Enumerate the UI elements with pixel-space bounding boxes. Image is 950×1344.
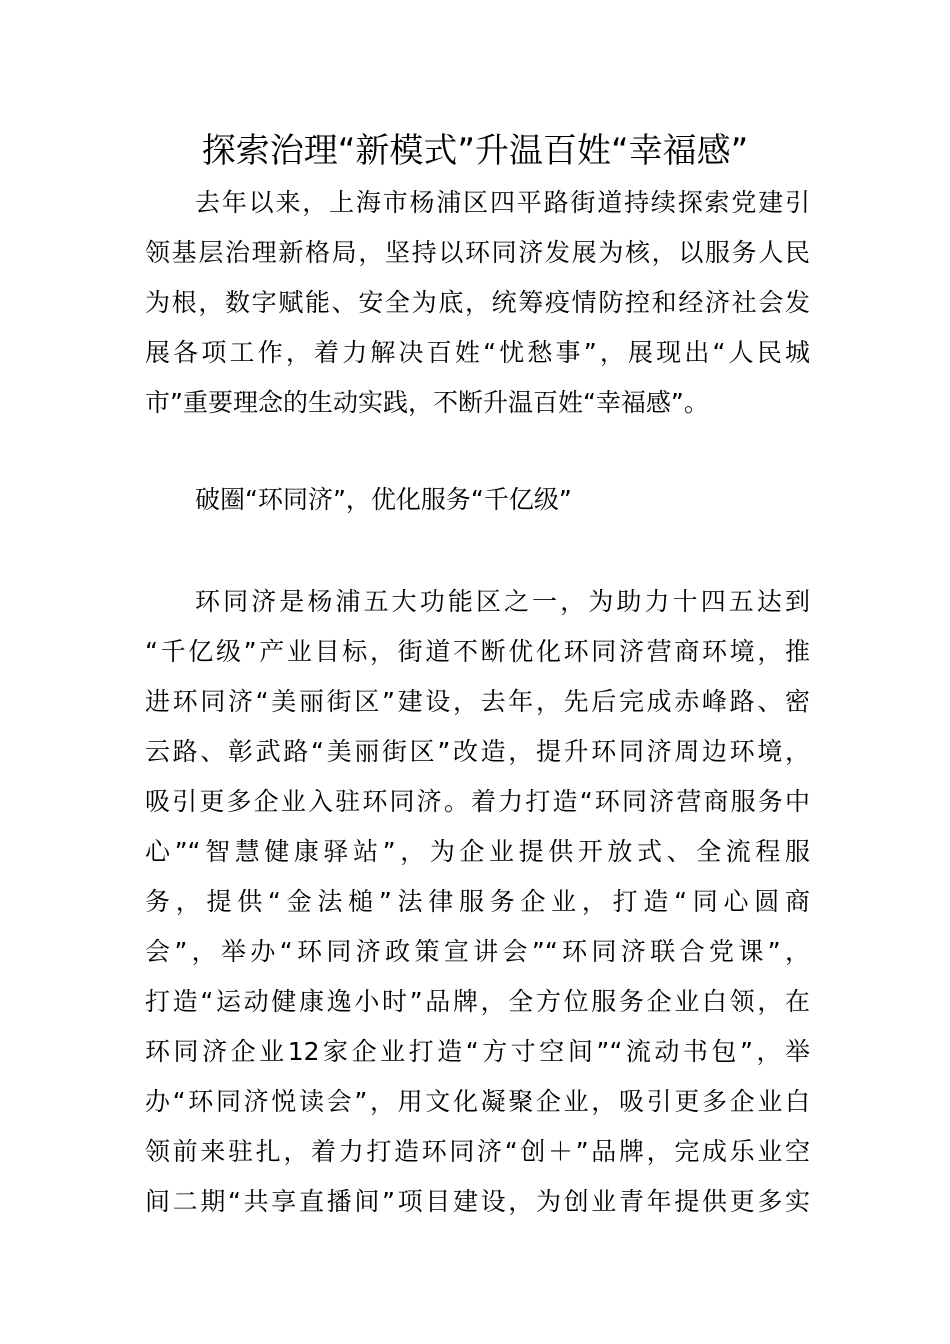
body-paragraph <box>145 577 810 1227</box>
paragraph-line: 环同济是杨浦五大功能区之一，为助力十四五达到 <box>195 587 810 616</box>
paragraph-line: 展各项工作，着力解决百姓“忧愁事”，展现出“人民城 <box>145 338 810 367</box>
paragraph-line: 为根，数字赋能、安全为底，统筹疫情防控和经济社会发 <box>145 288 810 317</box>
paragraph-line: 心”“智慧健康驿站”，为企业提供开放式、全流程服 <box>145 837 810 866</box>
document-title: 探索治理“新模式”升温百姓“幸福感” <box>201 131 749 171</box>
paragraph-line: 领前来驻扎，着力打造环同济“创＋”品牌，完成乐业空 <box>145 1137 810 1166</box>
paragraph-line: 吸引更多企业入驻环同济。着力打造“环同济营商服务中 <box>145 787 810 816</box>
section-heading: 破圈“环同济”，优化服务“千亿级” <box>195 485 572 514</box>
paragraph-line: 领基层治理新格局，坚持以环同济发展为核，以服务人民 <box>145 238 810 267</box>
paragraph-line: 环同济企业12家企业打造“方寸空间”“流动书包”，举 <box>145 1037 810 1066</box>
paragraph-line: “千亿级”产业目标，街道不断优化环同济营商环境，推 <box>145 637 810 666</box>
paragraph-line: 市”重要理念的生动实践，不断升温百姓“幸福感”。 <box>145 388 709 417</box>
paragraph-line: 会”，举办“环同济政策宣讲会”“环同济联合党课”， <box>145 937 810 966</box>
intro-paragraph <box>145 178 810 428</box>
paragraph-line: 打造“运动健康逸小时”品牌，全方位服务企业白领，在 <box>145 987 810 1016</box>
paragraph-line: 进环同济“美丽街区”建设，去年，先后完成赤峰路、密 <box>145 687 810 716</box>
paragraph-line: 办“环同济悦读会”，用文化凝聚企业，吸引更多企业白 <box>145 1087 810 1116</box>
paragraph-line: 务，提供“金法槌”法律服务企业，打造“同心圆商 <box>145 887 810 916</box>
paragraph-line: 间二期“共享直播间”项目建设，为创业青年提供更多实 <box>145 1187 810 1216</box>
paragraph-line: 云路、彰武路“美丽街区”改造，提升环同济周边环境， <box>145 737 810 766</box>
paragraph-line: 去年以来，上海市杨浦区四平路街道持续探索党建引 <box>195 188 810 217</box>
